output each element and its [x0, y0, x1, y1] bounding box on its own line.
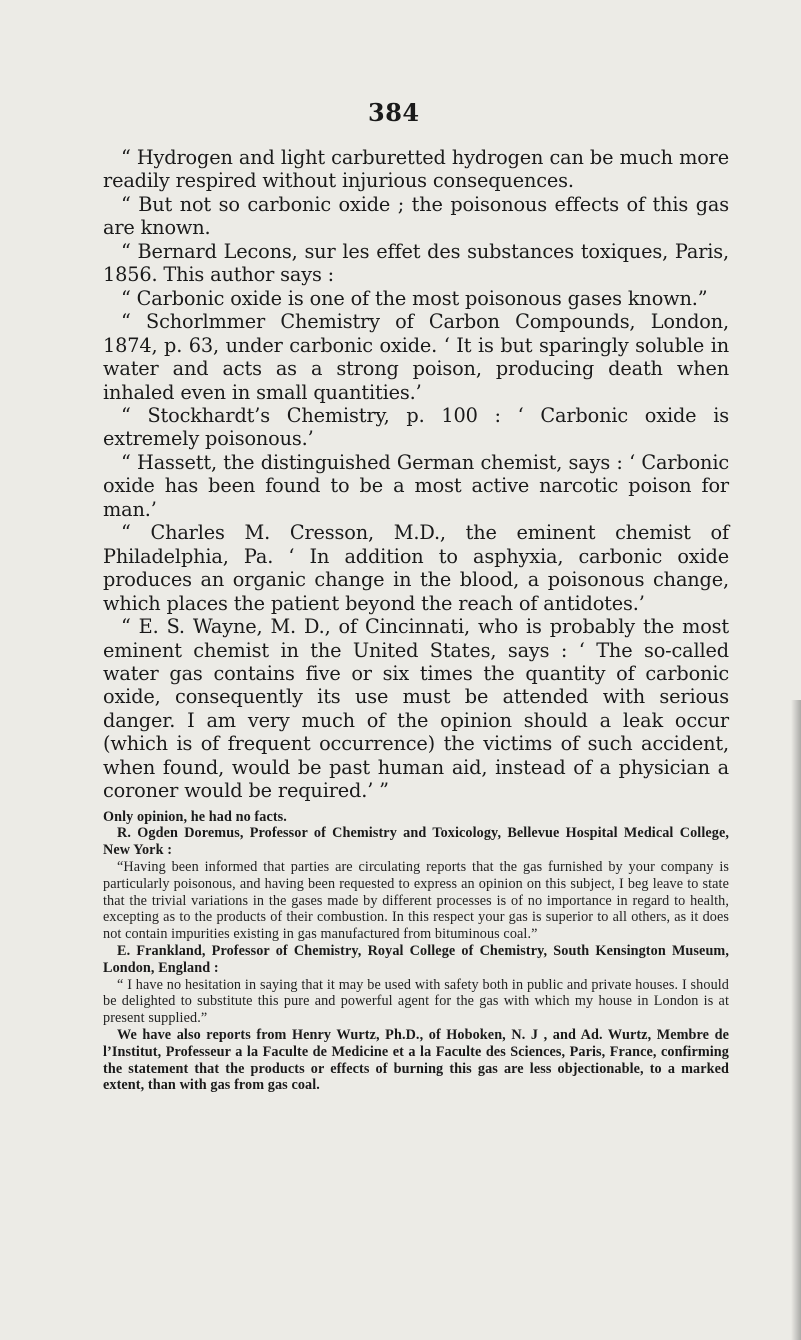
- paragraph-stockhardt: “ Stockhardt’s Chemistry, p. 100 : ‘ Carbonic oxide is extremely poisonous.’: [103, 403, 729, 451]
- paragraph-frankland-heading: E. Frankland, Professor of Chemistry, Royal College of Chemistry, South Kensington Museum, London, England :: [103, 943, 729, 976]
- paragraph-wurtz-reports: We have also reports from Henry Wurtz, Ph.D., of Hoboken, N. J , and Ad. Wurtz, Membre de l’Institut, Professeur a la Faculte de Medicine et a la Faculte des Sciences, Paris, France, confirming the statement that the products or effects of burning this gas are less objectionable, to a marked extent, than with gas from gas coal.: [103, 1027, 729, 1094]
- paragraph-frankland-quote: “ I have no hesitation in saying that it may be used with safety both in public and private houses. I should be delighted to substitute this pure and powerful agent for the gas with which my house in London is at present supplied.”: [103, 976, 729, 1027]
- paragraph-poisonous-gases: “ Carbonic oxide is one of the most poisonous gases known.”: [121, 286, 708, 310]
- paragraph-hassett: “ Hassett, the distinguished German chemist, says : ‘ Carbonic oxide has been found to be a most active narcotic poison for man.’: [103, 450, 729, 521]
- paragraph-schorlmmer: “ Schorlmmer Chemistry of Carbon Compounds, London, 1874, p. 63, under carbonic oxide. ‘ It is but sparingly soluble in water and acts as a strong poison, producing death when inhaled even in small quantities.’: [103, 310, 729, 404]
- paragraph-carbonic-oxide: “ But not so carbonic oxide ; the poisonous effects of this gas are known.: [103, 192, 729, 240]
- paragraph-hydrogen: “ Hydrogen and light carburetted hydrogen can be much more readily respired without injurious consequences.: [103, 146, 729, 193]
- paragraph-bernard-lecons: “ Bernard Lecons, sur les effet des substances toxiques, Paris, 1856. This author says :: [103, 239, 729, 287]
- paragraph-wayne: “ E. S. Wayne, M. D., of Cincinnati, who is probably the most eminent chemist in the United States, says : ‘ The so-called water gas contains five or six times the quantity of carbonic oxide, consequently its use must be attended with serious danger. I am very much of the opinion should a leak occur (which is of frequent occurrence) the victims of such accident, when found, would be past human aid, instead of a physician a coroner would be required.’ ”: [103, 615, 729, 803]
- main-text: [103, 146, 729, 1094]
- paragraph-doremus-quote: “Having been informed that parties are circulating reports that the gas furnished by your company is particularly poisonous, and having been requested to express an opinion on this subject, I beg leave to state that the trivial variations in the gases made by different processes is of no importance in regard to health, excepting as to the products of their combustion. In this respect your gas is superior to all others, as it does not contain impurities existing in gas manufactured from bituminous coal.”: [103, 859, 729, 943]
- page-number: 384: [368, 98, 420, 127]
- paragraph-cresson: “ Charles M. Cresson, M.D., the eminent chemist of Philadelphia, Pa. ‘ In addition to asphyxia, carbonic oxide produces an organic change in the blood, a poisonous change, which places the patient beyond the reach of antidotes.’: [103, 521, 729, 615]
- note-only-opinion: Only opinion, he had no facts.: [103, 808, 287, 825]
- paragraph-doremus-heading: R. Ogden Doremus, Professor of Chemistry and Toxicology, Bellevue Hospital Medical College, New York :: [103, 825, 729, 859]
- page-edge-shadow: [791, 700, 801, 1340]
- small-print-section: [103, 809, 729, 1095]
